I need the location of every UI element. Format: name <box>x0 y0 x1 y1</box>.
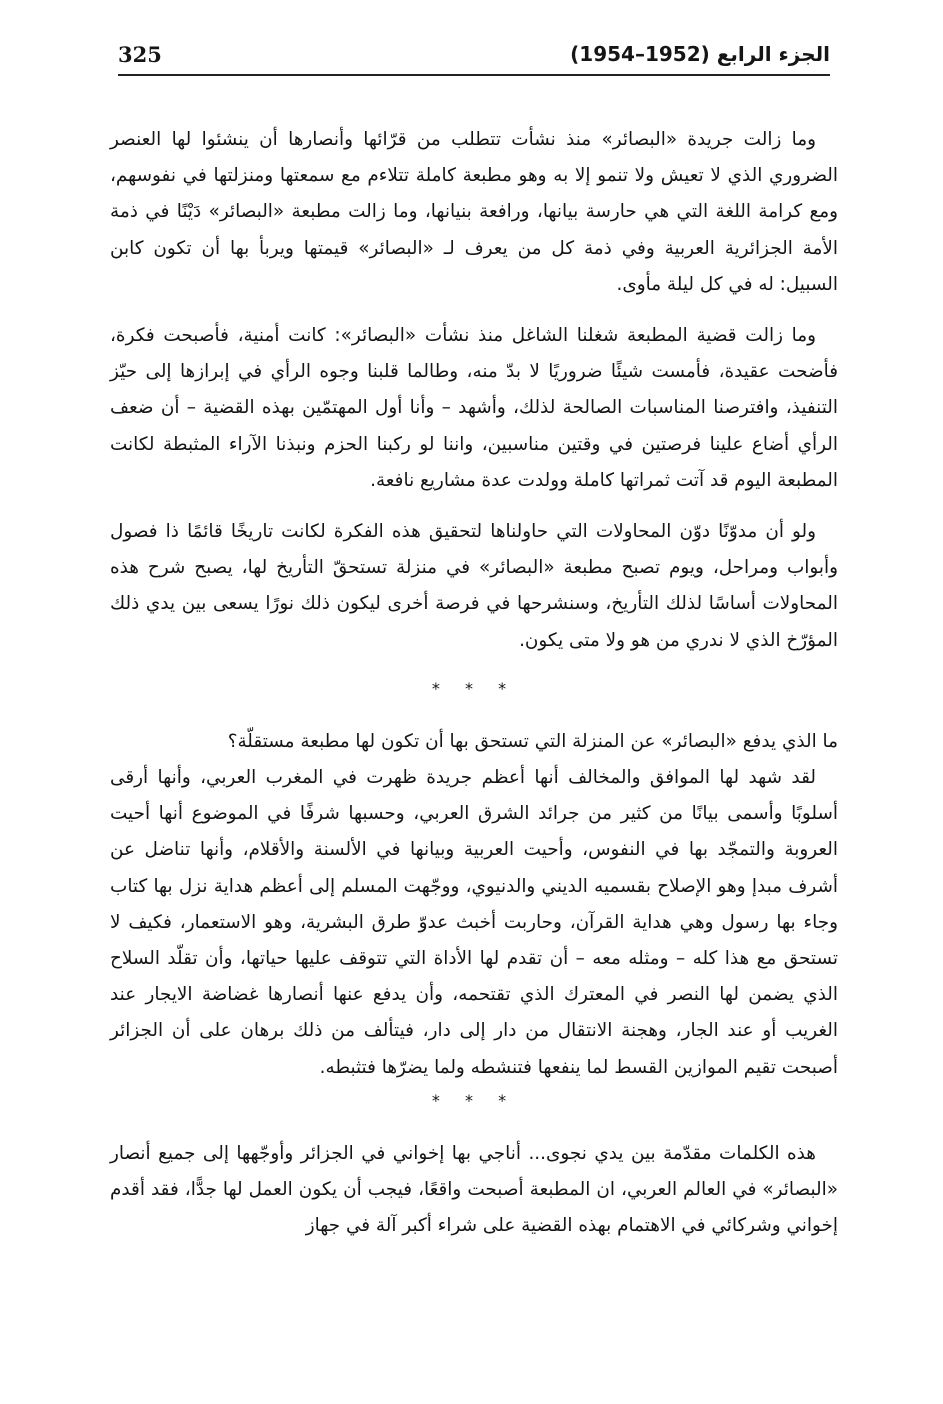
paragraph: هذه الكلمات مقدّمة بين يدي نجوى... أناجي بها إخواني في الجزائر وأوجّهها إلى جميع أنصار «البصائر» في العالم العربي، ان المطبعة أصبحت واقعًا، فيجب أن يكون العمل لها جدًّا، فقد أقدم إخواني وشركائي في الاهتمام بهذه القضية على شراء أكبر آلة في جهاز <box>110 1142 838 1237</box>
section-separator: * * * <box>431 1090 517 1110</box>
paragraph: لقد شهد لها الموافق والمخالف أنها أعظم جريدة ظهرت في المغرب العربي، وأنها أرقى أسلوبًا وأسمى بيانًا من كثير من جرائد الشرق العربي، وحسبها شرفًا في الموضوع أنها أحيت العروبة والتمجّد بها في النفوس، وأحيت العربية وبيانها في الألسنة والأقلام، وأنها تناضل عن أشرف مبدإ وهو الإصلاح بقسميه الديني والدنيوي، ووجّهت المسلم إلى أعظم هداية نزل بها كتاب وجاء بها رسول وهي هداية القرآن، وحاربت أخبث عدوّ طرق البشرية، وهو الاستعمار، فكيف لا تستحق مع هذا كله – ومثله معه – أن تقدم لها الأداة التي تتوقف عليها حياتها، وأن تقلّد السلاح الذي يضمن لها النصر في المعترك الذي تقتحمه، وأن يدفع عنها أنصارها غضاضة الايجار عند الغريب أو عند الجار، وهجنة الانتقال من دار إلى دار، فيتألف من ذلك برهان على أن الجزائر أصبحت تقيم الموازين القسط لما ينفعها فتنشطه ولما يضرّها فتثبطه. <box>110 767 838 1078</box>
paragraph: وما زالت قضية المطبعة شغلنا الشاغل منذ نشأت «البصائر»: كانت أمنية، فأصبحت فكرة، فأضحت عقيدة، فأمست شيئًا ضروريًا لا بدّ منه، وطالما قلبنا وجوه الرأي في إبرازها إلى حيّز التنفيذ، وافترصنا المناسبات الصالحة لذلك، وأشهد – وأنا أول المهتمّين بهذه القضية – أن ضعف الرأي أضاع علينا فرصتين في وقتين مناسبين، واننا لو ركبنا الحزم ونبذنا الآراء المثبطة لكانت المطبعة اليوم قد آتت ثمراتها كاملة وولدت عدة مشاريع نافعة. <box>110 325 838 491</box>
running-head: الجزء الرابع (1952–1954) <box>570 42 830 66</box>
page-number: 325 <box>118 42 162 67</box>
paragraph: ولو أن مدوّنًا دوّن المحاولات التي حاولناها لتحقيق هذه الفكرة لكانت تاريخًا قائمًا ذا فصول وأبواب ومراحل، ويوم تصبح مطبعة «البصائر» في منزلة تستحقّ التأريخ لها، يصبح شرح هذه المحاولات أساسًا لذلك التأريخ، وسنشرحها في فرصة أخرى ليكون ذلك نورًا يسعى بين يدي ذلك المؤرّخ الذي لا ندري من هو ولا متى يكون. <box>110 521 838 651</box>
section-separator: * * * <box>431 678 517 698</box>
question-line: ما الذي يدفع «البصائر» عن المنزلة التي تستحق بها أن تكون لها مطبعة مستقلّة؟ <box>227 730 838 752</box>
body-text <box>110 122 838 1259</box>
page-header <box>118 40 830 76</box>
paragraph: وما زالت جريدة «البصائر» منذ نشأت تتطلب من قرّائها وأنصارها أن ينشئوا لها العنصر الضروري الذي لا تعيش ولا تنمو إلا به وهو مطبعة كاملة تتلاءم مع سمعتها ومنزلتها في نفوسهم، ومع كرامة اللغة التي هي حارسة بيانها، ورافعة بنيانها، وما زالت مطبعة «البصائر» دَيْنًا في ذمة الأمة الجزائرية العربية وفي ذمة كل من يعرف لـ «البصائر» قيمتها ويربأ بها أن تكون كابن السبيل: له في كل ليلة مأوى. <box>110 129 838 295</box>
